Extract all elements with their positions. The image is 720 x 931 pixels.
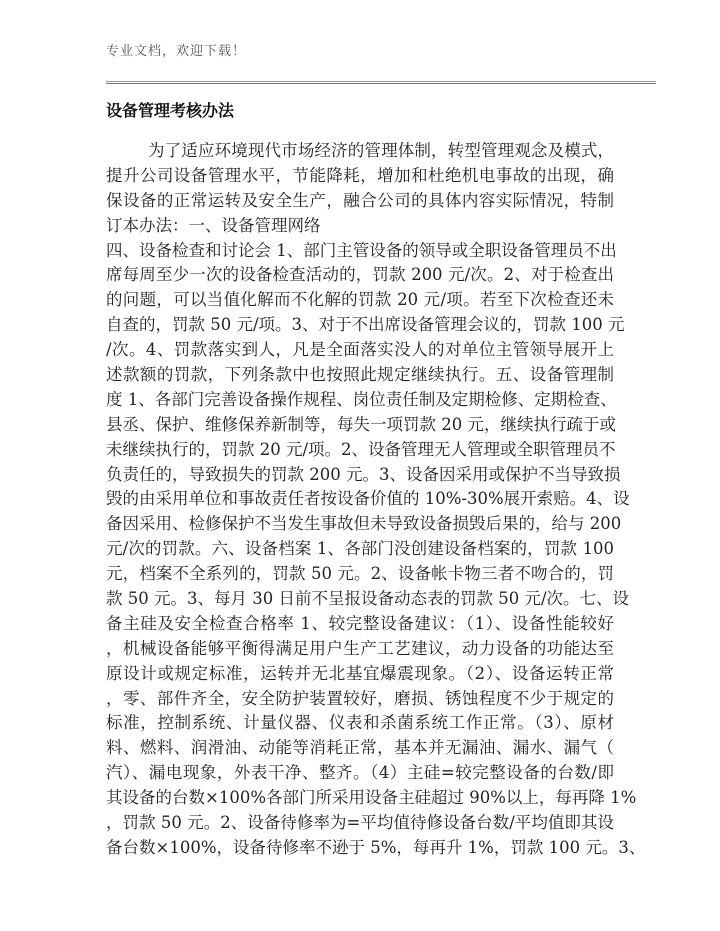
- paragraph-line: ，罚款 50 元。2、设备待修率为=平均值待修设备台数/平均值即其设: [106, 813, 614, 833]
- paragraph-line: 款 50 元。3、每月 30 日前不呈报设备动态表的罚款 50 元/次。七、设: [106, 589, 630, 609]
- paragraph-line: 元/次的罚款。六、设备档案 1、各部门没创建设备档案的，罚款 100: [106, 539, 614, 559]
- paragraph-line: 订本办法：一、设备管理网络: [106, 215, 321, 235]
- paragraph-line: 为了适应环境现代市场经济的管理体制，转型管理观念及模式，: [148, 141, 614, 160]
- paragraph-line: 料、燃料、润滑油、动能等消耗正常，基本并无漏油、漏水、漏气（: [106, 738, 614, 758]
- paragraph-line: 县丞、保护、维修保养新制等，每失一项罚款 20 元，继续执行疏于或: [106, 414, 616, 434]
- paragraph-line: /次。4、罚款落实到人，凡是全面落实没人的对单位主管领导展开上: [106, 340, 614, 360]
- header-divider: [106, 81, 656, 84]
- paragraph-line: 的问题，可以当值化解而不化解的罚款 20 元/项。若至下次检查还未: [106, 290, 614, 310]
- paragraph-line: 标准，控制系统、计量仪器、仪表和杀菌系统工作正常。（3）、原材: [106, 713, 614, 733]
- paragraph-line: 提升公司设备管理水平，节能降耗，增加和杜绝机电事故的出现，确: [106, 165, 614, 185]
- paragraph-line: ，零、部件齐全，安全防护装置较好，磨损、锈蚀程度不少于规定的: [106, 688, 614, 708]
- paragraph-line: 原设计或规定标准，运转并无北基宜爆震现象。（2）、设备运转正常: [106, 663, 614, 683]
- paragraph-line: 述款额的罚款，下列条款中也按照此规定继续执行。五、设备管理制: [106, 365, 614, 385]
- paragraph-line: 四、设备检查和讨论会 1、部门主管设备的领导或全职设备管理员不出: [106, 240, 617, 260]
- paragraph-line: 自查的，罚款 50 元/项。3、对于不出席设备管理会议的，罚款 100 元: [106, 315, 625, 335]
- document-body: [106, 139, 646, 861]
- paragraph-line: 毁的由采用单位和事故责任者按设备价值的 10%-30%展开索赔。4、设: [106, 489, 630, 509]
- document-title: 设备管理考核办法: [106, 101, 235, 120]
- paragraph-line: ，机械设备能够平衡得满足用户生产工艺建议，动力设备的功能达至: [106, 638, 614, 658]
- paragraph-line: 元，档案不全系列的，罚款 50 元。2、设备帐卡物三者不吻合的，罚: [106, 564, 614, 584]
- paragraph-line: 备台数×100%，设备待修率不逊于 5%，每再升 1%，罚款 100 元。3、: [106, 837, 646, 857]
- paragraph-line: 未继续执行的，罚款 20 元/项。2、设备管理无人管理或全职管理员不: [106, 439, 616, 459]
- page-header-text: 专业文档，欢迎下载！: [106, 44, 247, 59]
- paragraph-line: 保设备的正常运转及安全生产，融合公司的具体内容实际情况，特制: [106, 190, 614, 210]
- paragraph-line: 备因采用、检修保护不当发生事故但未导致设备损毁后果的，给与 200: [106, 514, 622, 534]
- paragraph-line: 其设备的台数×100%各部门所采用设备主硅超过 90%以上，每再降 1%: [106, 788, 637, 808]
- paragraph-line: 负责任的，导致损失的罚款 200 元。3、设备因采用或保护不当导致损: [106, 464, 621, 484]
- paragraph-line: 备主硅及安全检查合格率 1、较完整设备建议：（1）、设备性能较好: [106, 613, 614, 633]
- paragraph-line: 度 1、各部门完善设备操作规程、岗位责任制及定期检修、定期检查、: [106, 389, 617, 409]
- paragraph-line: 汽）、漏电现象，外表干净、整齐。（4）主硅=较完整设备的台数/即: [106, 763, 614, 783]
- paragraph-line: 席每周至少一次的设备检查活动的，罚款 200 元/次。2、对于检查出: [106, 265, 614, 285]
